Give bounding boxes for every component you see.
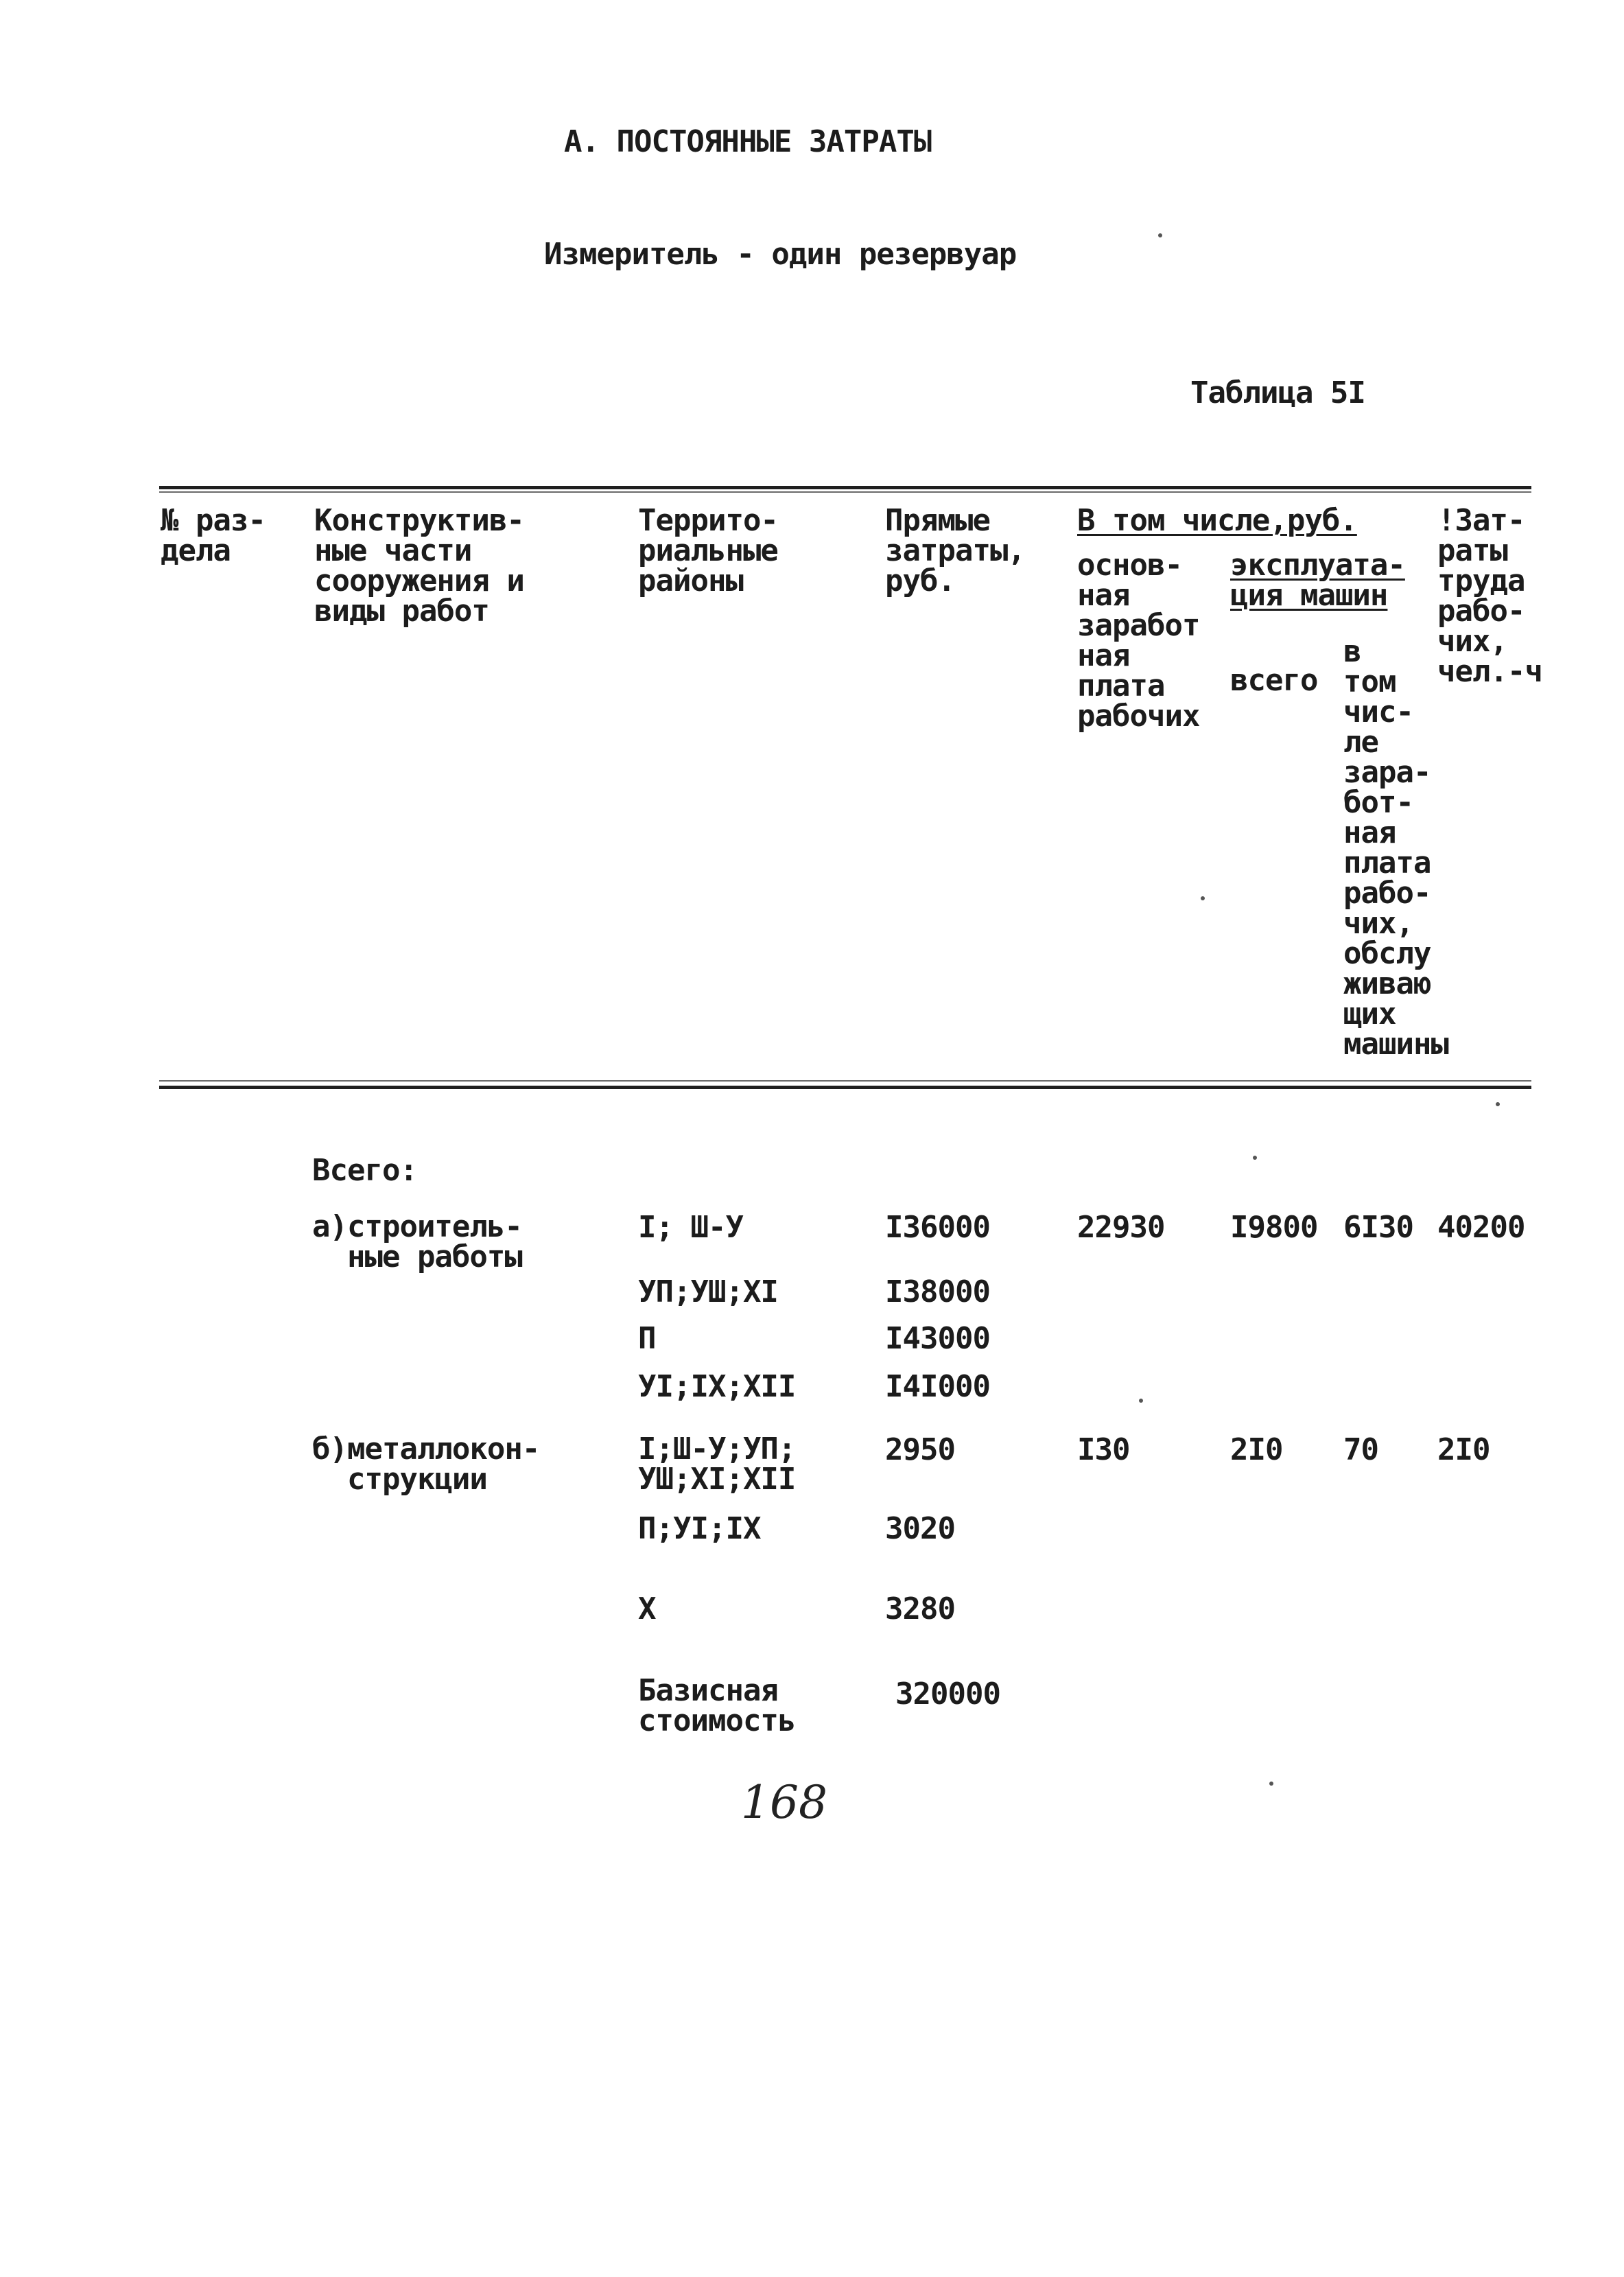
scan-speck <box>1139 1399 1143 1403</box>
row-metal-direct-cost-3: 3280 <box>885 1591 955 1626</box>
table-top-rule-second <box>159 491 1531 493</box>
page-number: 168 <box>741 1776 827 1829</box>
row-construction-direct-cost-2: I38000 <box>885 1274 990 1309</box>
column-header-machine-wage: в том чис- ле зара- бот- ная плата рабо- чих, обслу живаю щих машины <box>1343 634 1448 1062</box>
row-construction-label: а)строитель- ные работы <box>312 1209 522 1274</box>
column-header-territorial-regions: Террито- риальные районы <box>638 503 778 598</box>
scan-speck <box>1201 896 1205 900</box>
row-metal-machine-wage: 70 <box>1343 1432 1378 1467</box>
section-title: А. ПОСТОЯННЫЕ ЗАТРАТЫ <box>564 124 932 159</box>
unit-caption: Измеритель - один резервуар <box>544 237 1017 272</box>
column-header-total: всего <box>1230 663 1318 698</box>
row-construction-region: I; Ш-У <box>638 1210 743 1245</box>
column-header-base-wage: основ- ная заработ ная плата рабочих <box>1077 548 1200 734</box>
table-header-rule-thin <box>159 1080 1531 1082</box>
scan-speck <box>1269 1782 1273 1786</box>
row-construction-machine-wage: 6I30 <box>1343 1210 1413 1245</box>
base-cost-label: Базисная стоимость <box>638 1673 796 1738</box>
column-header-machine-operation: эксплуата- ция машин <box>1230 548 1405 613</box>
row-metal-labor: 2I0 <box>1437 1432 1490 1467</box>
row-metal-direct-cost-2: 3020 <box>885 1511 955 1546</box>
table-number: Таблица 5I <box>1190 375 1365 410</box>
row-metal-base-wage: I30 <box>1077 1432 1130 1467</box>
table-top-rule <box>159 486 1531 489</box>
column-header-including: В том числе,руб. <box>1077 503 1357 538</box>
row-construction-direct-cost-4: I4I000 <box>885 1369 990 1404</box>
row-construction-region-2: УП;УШ;XI <box>638 1274 778 1309</box>
row-metal-machine-total: 2I0 <box>1230 1432 1283 1467</box>
table-header-rule <box>159 1086 1531 1089</box>
scan-speck <box>1253 1156 1257 1160</box>
row-metal-direct-cost: 2950 <box>885 1432 955 1467</box>
row-metal-label: б)металлокон- струкции <box>312 1432 540 1497</box>
row-construction-machine-total: I9800 <box>1230 1210 1318 1245</box>
row-construction-labor: 40200 <box>1437 1210 1525 1245</box>
row-metal-region-2: П;УI;IX <box>638 1511 761 1546</box>
column-header-labor-costs: !Зат- раты труда рабо- чих, чел.-ч <box>1437 503 1542 689</box>
row-construction-direct-cost-3: I43000 <box>885 1321 990 1356</box>
row-construction-region-3: П <box>638 1321 656 1356</box>
base-cost-value: 320000 <box>895 1677 1000 1712</box>
row-construction-region-4: УI;IX;XII <box>638 1369 796 1404</box>
column-header-section-number: № раз- дела <box>161 503 266 568</box>
scan-speck <box>1158 233 1162 237</box>
row-construction-base-wage: 22930 <box>1077 1210 1165 1245</box>
row-metal-region-3: X <box>638 1591 656 1626</box>
column-header-direct-costs: Прямые затраты, руб. <box>885 503 1025 598</box>
row-construction-direct-cost: I36000 <box>885 1210 990 1245</box>
total-label: Всего: <box>312 1153 417 1188</box>
row-metal-region: I;Ш-У;УП; УШ;XI;XII <box>638 1432 796 1497</box>
column-header-structural-parts: Конструктив- ные части сооружения и виды работ <box>314 503 524 629</box>
scan-speck <box>1496 1102 1500 1106</box>
